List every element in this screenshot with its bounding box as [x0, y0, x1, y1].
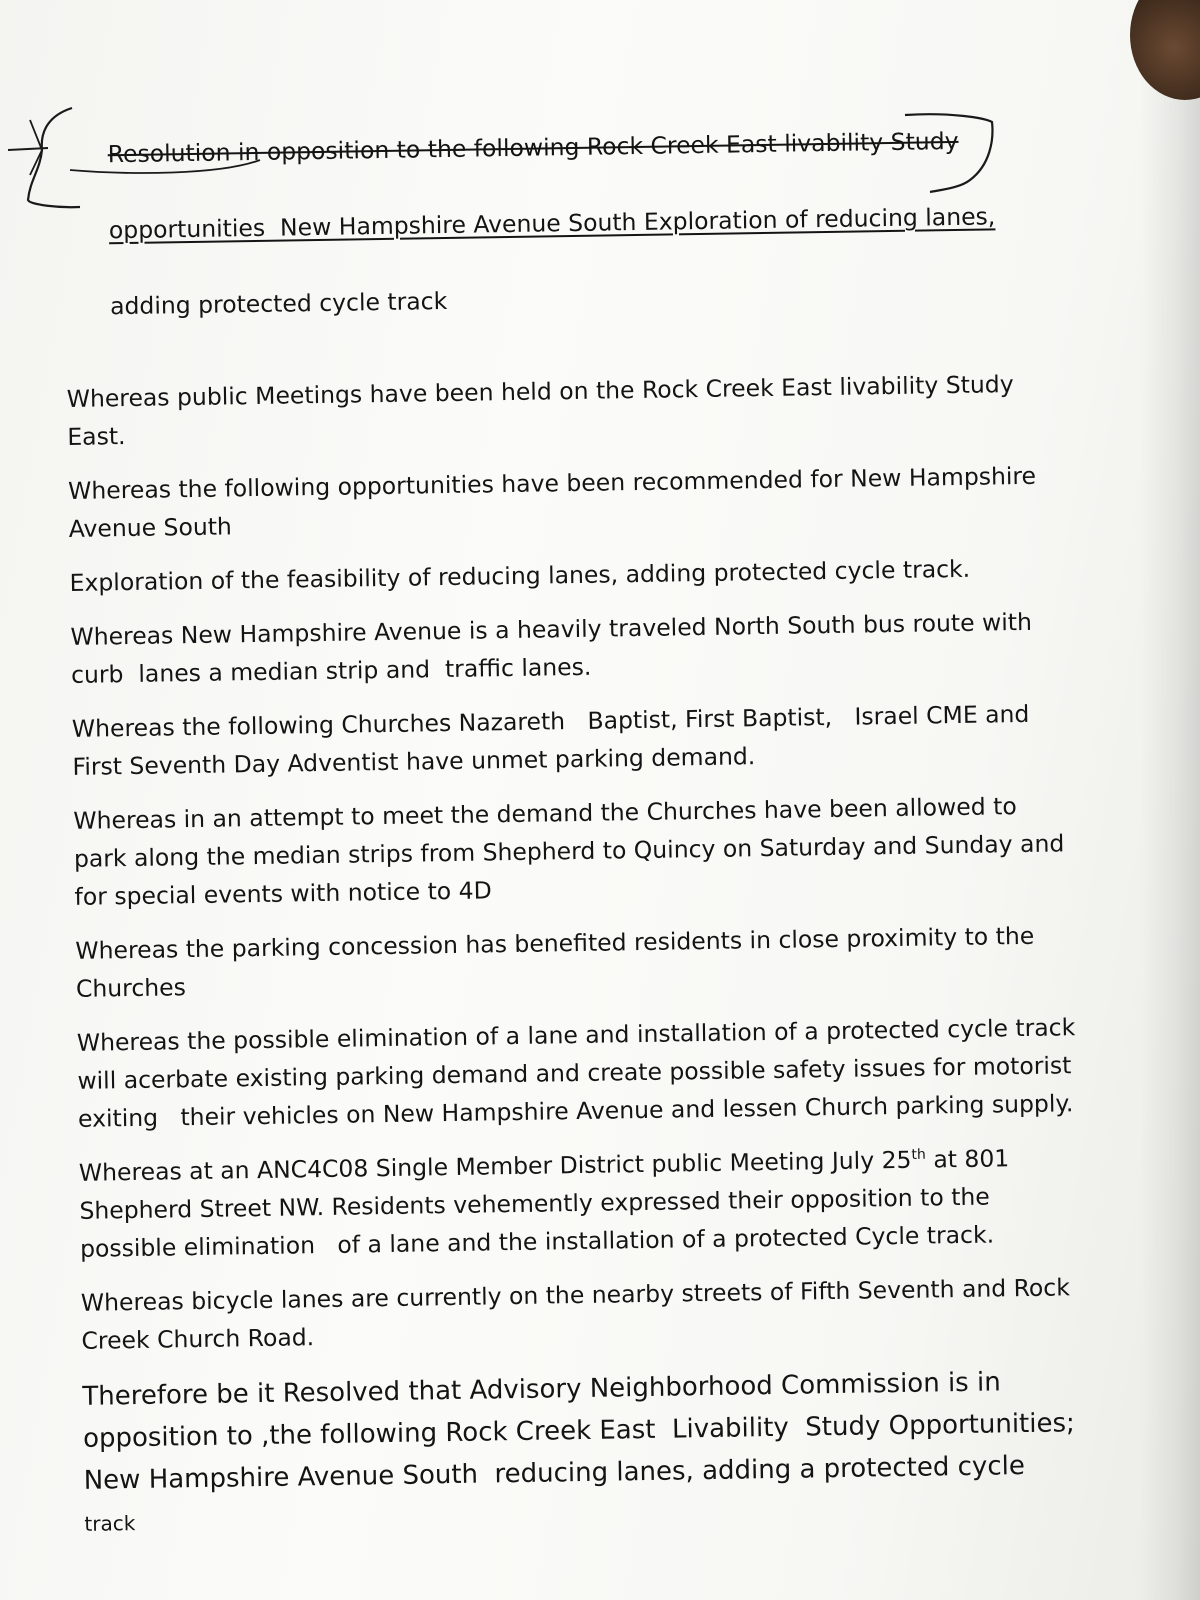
paragraph-lane-elimination: Whereas the possible elimination of a lane and installation of a protected cycle track will acerbate existing parking demand and create possible safety issues for motorist exiting their vehicles on New Hampshire Avenue and lessen Church parking supply. [76, 1013, 1083, 1133]
paragraph-bicycle-lanes: Whereas bicycle lanes are currently on the nearby streets of Fifth Seventh and Rock Creek Church Road. [80, 1273, 1078, 1355]
paragraph-bus-route: Whereas New Hampshire Avenue is a heavily traveled North South bus route with curb lanes a median strip and traffic lanes. [70, 607, 1040, 689]
left-arrow-mark [30, 120, 42, 175]
paragraph-median-parking: Whereas in an attempt to meet the demand the Churches have been allowed to park along the median strips from Shepherd to Quincy on Saturday and Sunday and for special events with notice to 4D [73, 791, 1072, 911]
paragraph-opportunities: Whereas the following opportunities have been recommended for New Hampshire Avenue South [67, 461, 1044, 543]
paragraph-parking-concession: Whereas the parking concession has benefited residents in close proximity to the Churches [75, 921, 1042, 1003]
resolution-document [62, 82, 1085, 1561]
paragraph-anc-meeting [79, 1138, 1081, 1268]
resolved-text: Therefore be it Resolved that Advisory Neighborhood Commission is in opposition to ,the following Rock Creek East Livability Study Opportunities; New Hampshire Avenue South reducing lanes, adding a protected cycle [82, 1367, 1084, 1496]
resolution-title [62, 82, 1066, 364]
resolved-tail: track [84, 1511, 136, 1536]
paragraph-exploration: Exploration of the feasibility of reducing lanes, adding protected cycle track. [69, 554, 971, 597]
title-line-1: Resolution in opposition to the following Rock Creek East livability Study [107, 126, 959, 169]
left-tick-mark [8, 148, 48, 150]
title-line-3: adding protected cycle track [109, 286, 448, 321]
meeting-date-suffix: th [911, 1146, 926, 1163]
title-line-2: opportunities New Hampshire Avenue South Exploration of reducing lanes, [108, 202, 996, 245]
meeting-text-after: at 801 Shepherd Street NW. Residents vehemently expressed their opposition to the possible elimination of a lane and the installation of a protected Cycle track. [79, 1144, 1017, 1263]
paragraph-public-meetings: Whereas public Meetings have been held on the Rock Creek East livability Study East. [66, 369, 1022, 451]
paper-shadow [1140, 0, 1200, 1600]
meeting-text-before: Whereas at an ANC4C08 Single Member District public Meeting July 25 [78, 1145, 912, 1187]
paragraph-resolved [82, 1360, 1085, 1545]
paragraph-churches: Whereas the following Churches Nazareth Baptist, First Baptist, Israel CME and First Seventh Day Adventist have unmet parking demand. [71, 699, 1038, 781]
